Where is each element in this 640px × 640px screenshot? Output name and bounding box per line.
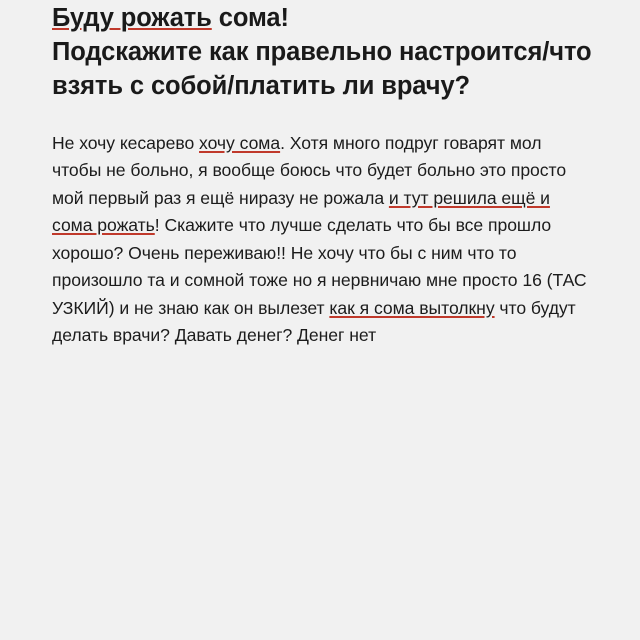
body-underlined-3: как я сома вытолкну [329, 297, 495, 318]
body-underlined-1: хочу сома [199, 132, 281, 153]
body-segment-4: что будут делать врачи? Давать денег? Денег нет [52, 297, 576, 346]
body-segment-2: . Хотя много подруг говарят мол чтобы не больно, я вообще боюсь что будет больно это просто мой первый раз я ещё ниразу не рожала [52, 132, 567, 208]
post-title [52, 0, 592, 104]
post-title-underlined-part: Буду рожать [52, 4, 212, 32]
body-segment-3: ! Скажите что лучше сделать что бы все прошло хорошо? Очень переживаю!! Не хочу что бы с ним что то произошло та и сомной тоже но я нервничаю мне просто 16 (ТАС УЗКИЙ) и не знаю как он вылезет [52, 215, 587, 318]
post-content [52, 0, 592, 350]
body-segment-1: Не хочу кесарево [52, 132, 200, 153]
post-body [52, 130, 592, 350]
body-underlined-2: и тут решила ещё и сома рожать [52, 187, 550, 236]
post-title-part-2: сома! [211, 4, 289, 32]
post-title-part-3: Подскажите как правельно настроится/что взять с собой/платить ли врачу? [52, 37, 592, 100]
